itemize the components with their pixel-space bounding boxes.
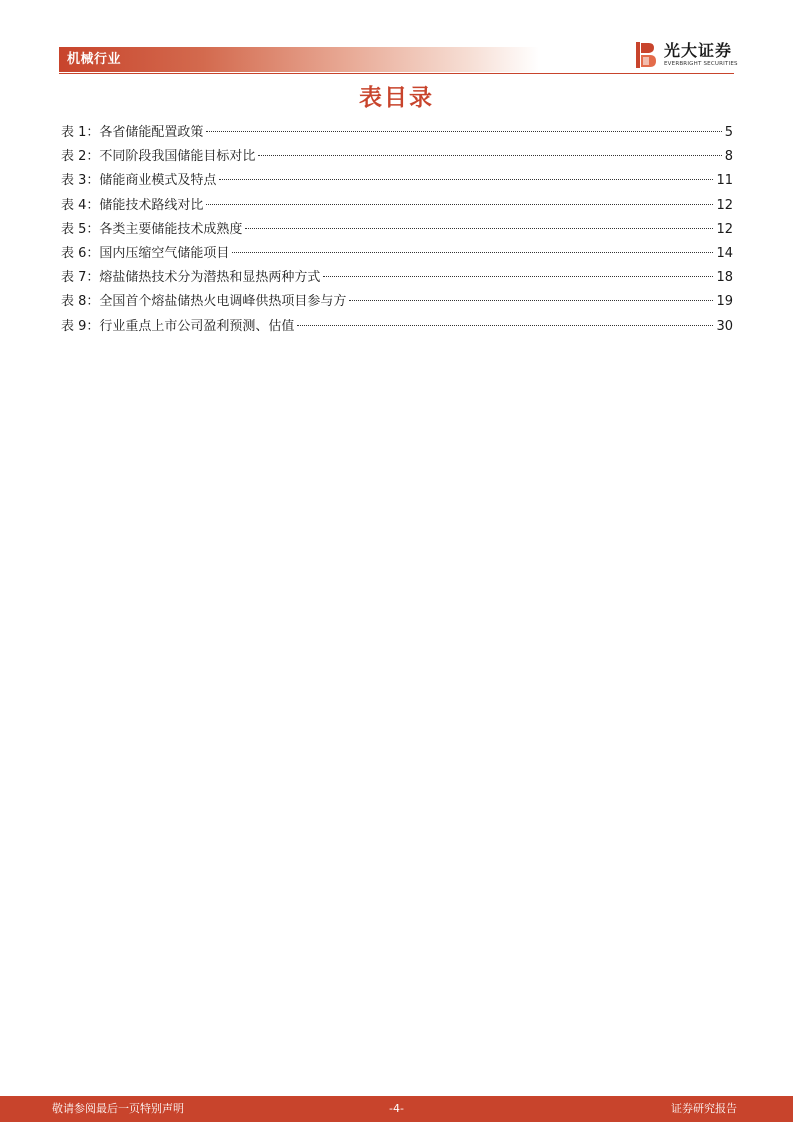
toc-item[interactable] xyxy=(61,194,733,218)
toc-item-title: 储能技术路线对比 xyxy=(99,197,204,213)
page-footer xyxy=(0,1096,793,1122)
toc-item-prefix: 表 3： xyxy=(61,173,100,189)
header-rule xyxy=(59,73,734,74)
toc-item[interactable] xyxy=(61,266,733,290)
footer-page-number: -4- xyxy=(389,1102,404,1115)
company-logo xyxy=(634,40,738,70)
toc-dot-leader xyxy=(323,276,713,277)
toc-dot-leader xyxy=(297,325,713,326)
header-band xyxy=(59,47,539,72)
toc-item-page: 14 xyxy=(716,245,733,261)
logo-english-name: EVERBRIGHT SECURITIES xyxy=(664,61,738,67)
footer-disclaimer: 敬请参阅最后一页特别声明 xyxy=(52,1102,184,1115)
toc-item-page: 19 xyxy=(716,294,733,310)
toc-item-prefix: 表 2： xyxy=(61,149,100,165)
toc-dot-leader xyxy=(232,252,713,253)
toc-dot-leader xyxy=(349,300,713,301)
toc-item[interactable] xyxy=(61,218,733,242)
table-of-contents xyxy=(61,121,733,339)
toc-item-page: 8 xyxy=(724,149,733,165)
toc-dot-leader xyxy=(258,155,721,156)
toc-item-prefix: 表 5： xyxy=(61,221,100,237)
toc-dot-leader xyxy=(206,204,713,205)
toc-item-title: 行业重点上市公司盈利预测、估值 xyxy=(99,318,295,334)
footer-report-type: 证券研究报告 xyxy=(671,1102,737,1115)
toc-item-prefix: 表 8： xyxy=(61,294,100,310)
toc-item[interactable] xyxy=(61,315,733,339)
toc-item-title: 各省储能配置政策 xyxy=(99,125,204,140)
toc-item-title: 熔盐储热技术分为潜热和显热两种方式 xyxy=(99,270,321,286)
toc-item-page: 30 xyxy=(716,318,733,334)
toc-item-page: 12 xyxy=(716,221,733,237)
toc-item-page: 12 xyxy=(716,197,733,213)
toc-item-title: 各类主要储能技术成熟度 xyxy=(99,221,243,237)
toc-item-prefix: 表 4： xyxy=(61,197,100,213)
toc-item-page: 11 xyxy=(716,173,733,189)
toc-item-prefix: 表 6： xyxy=(61,245,100,261)
toc-item-title: 储能商业模式及特点 xyxy=(99,173,217,189)
industry-label: 机械行业 xyxy=(67,52,122,67)
toc-item-prefix: 表 1： xyxy=(61,125,100,140)
toc-dot-leader xyxy=(206,131,721,132)
toc-item[interactable] xyxy=(61,145,733,169)
page-header xyxy=(0,0,793,80)
toc-item-title: 不同阶段我国储能目标对比 xyxy=(99,149,256,165)
toc-item-title: 全国首个熔盐储热火电调峰供热项目参与方 xyxy=(99,294,347,310)
toc-item[interactable] xyxy=(61,242,733,266)
toc-dot-leader xyxy=(219,179,713,180)
everbright-logo-icon xyxy=(636,42,656,68)
toc-item-prefix: 表 9： xyxy=(61,318,100,334)
toc-dot-leader xyxy=(245,228,713,229)
toc-item-page: 18 xyxy=(716,270,733,286)
toc-item[interactable] xyxy=(61,169,733,193)
toc-item[interactable] xyxy=(61,121,733,145)
toc-item-page: 5 xyxy=(724,125,733,140)
toc-item[interactable] xyxy=(61,290,733,314)
logo-chinese-name: 光大证券 xyxy=(664,41,733,60)
page-title: 表目录 xyxy=(359,85,434,111)
toc-item-prefix: 表 7： xyxy=(61,270,100,286)
toc-item-title: 国内压缩空气储能项目 xyxy=(99,245,230,261)
